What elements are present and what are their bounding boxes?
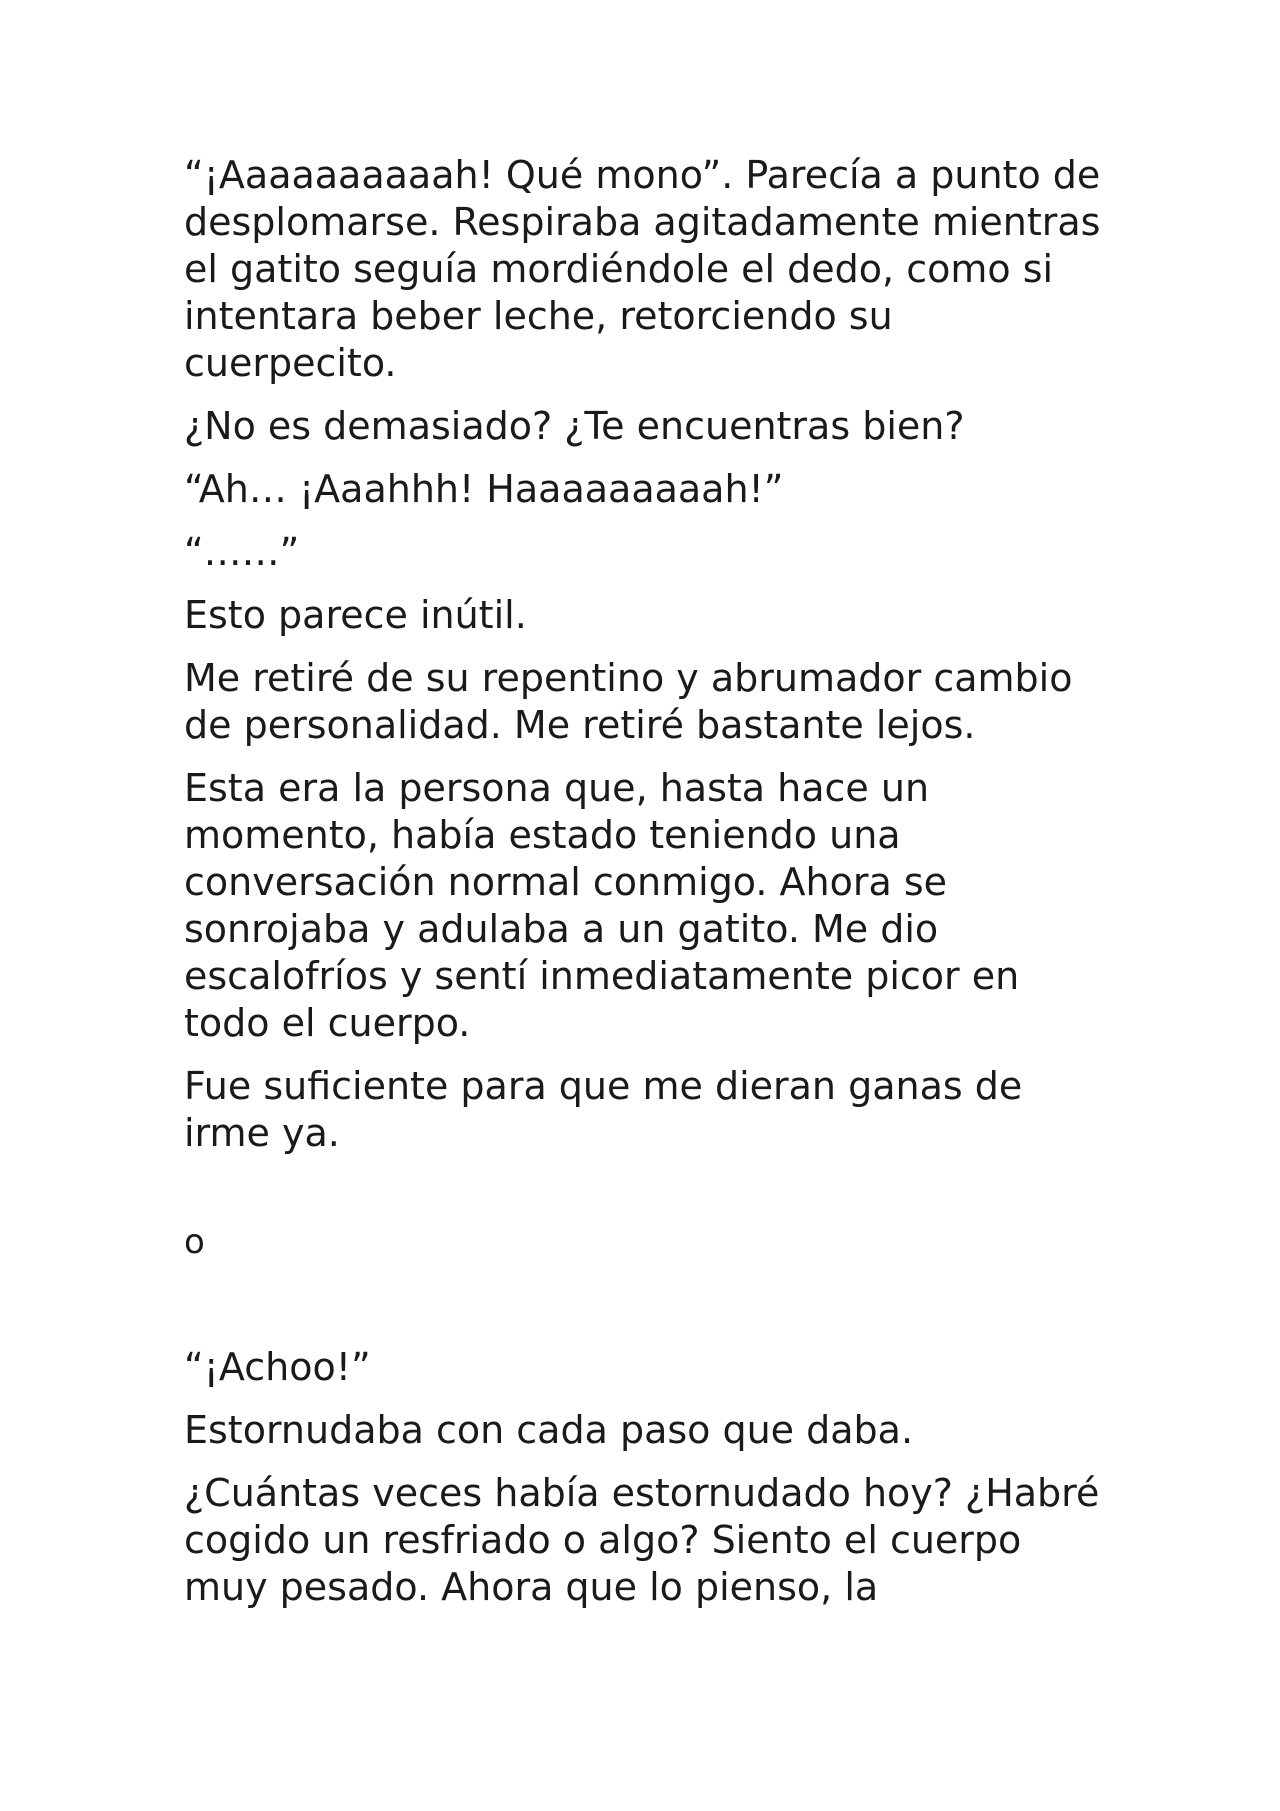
paragraph: “¡Achoo!”	[184, 1345, 371, 1389]
paragraph: “……”	[184, 530, 300, 574]
paragraph: ¿No es demasiado? ¿Te encuentras bien?	[184, 404, 965, 448]
paragraph: Me retiré de su repentino y abrumador cambio de personalidad. Me retiré bastante lejos.	[184, 656, 1073, 747]
paragraph: Esto parece inútil.	[184, 593, 527, 637]
body-text	[184, 152, 1114, 1627]
paragraph: “¡Aaaaaaaaaah! Qué mono”. Parecía a punto de desplomarse. Respiraba agitadamente mientras el gatito seguía mordiéndole el dedo, como si intentara beber leche, retorciendo su cuerpecito.	[184, 153, 1101, 385]
paragraph: Estornudaba con cada paso que daba.	[184, 1408, 914, 1452]
paragraph: “Ah… ¡Aaahhh! Haaaaaaaaah!”	[184, 467, 784, 511]
scene-break-mark: o	[184, 1222, 205, 1262]
paragraph: ¿Cuántas veces había estornudado hoy? ¿Habré cogido un resfriado o algo? Siento el cuerpo muy pesado. Ahora que lo pienso, la	[184, 1471, 1100, 1609]
paragraph: Esta era la persona que, hasta hace un momento, había estado teniendo una conversación normal conmigo. Ahora se sonrojaba y adulaba a un gatito. Me dio escalofríos y sentí inmediatamente picor en todo el cuerpo.	[184, 766, 1020, 1045]
paragraph: Fue suficiente para que me dieran ganas de irme ya.	[184, 1064, 1023, 1155]
scene-break	[184, 1217, 1114, 1264]
